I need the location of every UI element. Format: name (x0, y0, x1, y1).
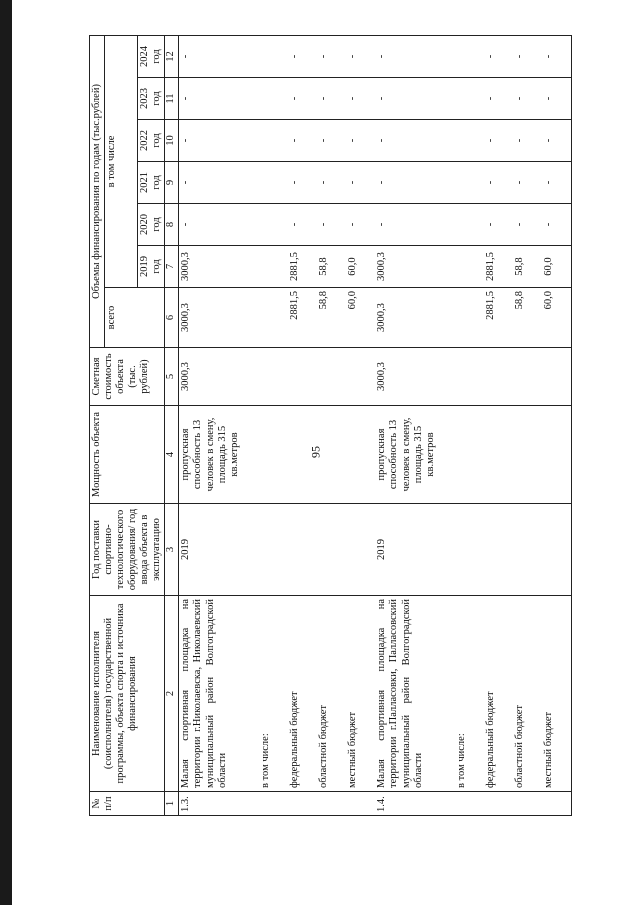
header-including: в том числе (105, 35, 138, 287)
year-value: - (375, 204, 455, 246)
financing-table (89, 35, 572, 816)
year-value: - (179, 204, 260, 246)
row-number: 1.3. (179, 792, 260, 816)
col-index: 12 (165, 35, 179, 77)
col-index: 5 (165, 348, 179, 406)
object-estimate: 3000,3 (375, 348, 455, 406)
year-value: - (317, 204, 346, 246)
object-name: Малая спортивная площадка на территории г.Николаевска, Николаевский муниципальный район Волгоградской области (179, 596, 260, 792)
year-value: - (513, 78, 542, 120)
year-value: 2881,5 (288, 246, 317, 288)
source-label: федеральный бюджет (288, 596, 317, 792)
year-value: - (288, 162, 317, 204)
year-value: 60,0 (346, 246, 375, 288)
col-index: 1 (165, 792, 179, 816)
source-label: местный бюджет (542, 596, 572, 792)
header-year: Год поставки спортивно-технологического оборудования/ год ввода объекта в эксплуатацию (90, 504, 165, 596)
source-label: областной бюджет (317, 596, 346, 792)
year-value: - (513, 162, 542, 204)
object-year: 2019 (375, 504, 455, 596)
year-value: - (288, 35, 317, 77)
year-value: 3000,3 (375, 246, 455, 288)
header-estimate: Сметная стоимость объекта (тыс. рублей) (90, 348, 165, 406)
header-year-2022: 2022 год (138, 120, 165, 162)
year-value: - (484, 78, 513, 120)
year-value: - (375, 120, 455, 162)
year-value: - (179, 120, 260, 162)
year-value: - (179, 78, 260, 120)
col-index: 2 (165, 596, 179, 792)
year-value: - (179, 162, 260, 204)
year-value: - (288, 204, 317, 246)
col-index: 9 (165, 162, 179, 204)
header-capacity: Мощность объекта (90, 406, 165, 504)
header-year-2021: 2021 год (138, 162, 165, 204)
table-row (542, 35, 572, 815)
header-number: № п/п (90, 792, 165, 816)
col-index: 8 (165, 204, 179, 246)
year-value: - (346, 120, 375, 162)
total-value: 60,0 (542, 288, 572, 348)
year-value: - (484, 162, 513, 204)
header-volumes: Объемы финансирования по годам (тыс.рублей) (90, 35, 105, 347)
col-index: 6 (165, 288, 179, 348)
year-value: - (317, 162, 346, 204)
source-label: в том числе: (455, 596, 484, 792)
year-value: - (375, 78, 455, 120)
source-label: областной бюджет (513, 596, 542, 792)
total-value: 58,8 (513, 288, 542, 348)
year-value: - (513, 35, 542, 77)
col-index: 4 (165, 406, 179, 504)
table-row (375, 35, 455, 815)
object-year: 2019 (179, 504, 260, 596)
year-value: 58,8 (317, 246, 346, 288)
year-value: 2881,5 (484, 246, 513, 288)
source-label: федеральный бюджет (484, 596, 513, 792)
header-name: Наименование исполнителя (соисполнителя) государственной программы, объекта спорта и источника финансирования (90, 596, 165, 792)
year-value: - (513, 120, 542, 162)
source-label: местный бюджет (346, 596, 375, 792)
header-year-2020: 2020 год (138, 204, 165, 246)
col-index: 10 (165, 120, 179, 162)
header-year-2024: 2024 год (138, 35, 165, 77)
year-value: - (542, 78, 572, 120)
col-index: 11 (165, 78, 179, 120)
page-number: 95 (308, 446, 323, 458)
col-index: 7 (165, 246, 179, 288)
scan-edge-strip (0, 0, 12, 905)
header-year-2019: 2019 год (138, 246, 165, 288)
total-value: 60,0 (346, 288, 375, 348)
year-value: 3000,3 (179, 246, 260, 288)
header-year-2023: 2023 год (138, 78, 165, 120)
year-value: - (375, 162, 455, 204)
row-number: 1.4. (375, 792, 455, 816)
year-value: - (346, 78, 375, 120)
table-row (484, 35, 513, 815)
source-label: в том числе: (259, 596, 288, 792)
year-value: - (317, 120, 346, 162)
year-value: - (542, 120, 572, 162)
year-value: - (288, 78, 317, 120)
table-row (288, 35, 317, 815)
table-row (179, 35, 260, 815)
year-value: - (542, 162, 572, 204)
year-value: - (288, 120, 317, 162)
object-capacity: пропускная способность 13 человек в смену, площадь 315 кв.метров (375, 406, 455, 504)
col-index: 3 (165, 504, 179, 596)
rotated-document (89, 36, 555, 816)
object-name: Малая спортивная площадка на территории г.Палласовки, Палласовский муниципальный район Волгоградской области (375, 596, 455, 792)
table-row (259, 35, 288, 815)
year-value: - (484, 35, 513, 77)
total-value: 3000,3 (375, 288, 455, 348)
year-value: - (513, 204, 542, 246)
total-value: 2881,5 (288, 288, 317, 348)
year-value: - (346, 204, 375, 246)
object-capacity: пропускная способность 13 человек в смену, площадь 315 кв.метров (179, 406, 260, 504)
object-estimate: 3000,3 (179, 348, 260, 406)
year-value: - (542, 204, 572, 246)
header-total: всего (105, 288, 165, 348)
table-row (317, 35, 346, 815)
year-value: - (346, 162, 375, 204)
year-value: - (317, 78, 346, 120)
year-value: 58,8 (513, 246, 542, 288)
table-row (346, 35, 375, 815)
total-value: 58,8 (317, 288, 346, 348)
table-row (455, 35, 484, 815)
year-value: - (484, 120, 513, 162)
year-value: - (346, 35, 375, 77)
table-row (513, 35, 542, 815)
total-value: 3000,3 (179, 288, 260, 348)
year-value: - (542, 35, 572, 77)
year-value: - (179, 35, 260, 77)
year-value: - (484, 204, 513, 246)
year-value: - (317, 35, 346, 77)
year-value: 60,0 (542, 246, 572, 288)
total-value: 2881,5 (484, 288, 513, 348)
year-value: - (375, 35, 455, 77)
